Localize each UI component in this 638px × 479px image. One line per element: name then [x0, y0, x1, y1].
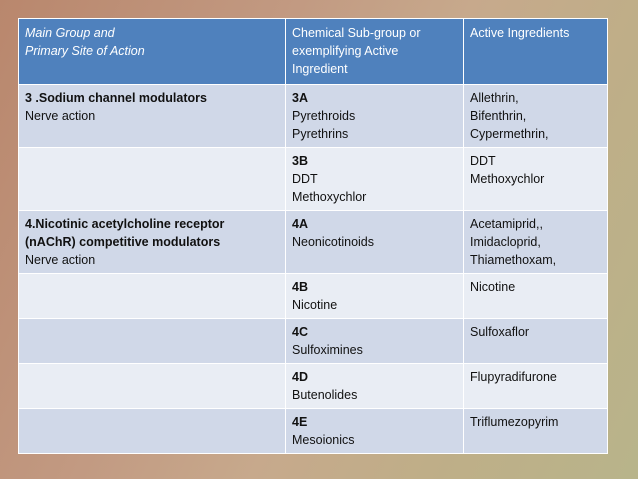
table-row	[19, 148, 608, 211]
sub-group-code: 4C	[292, 325, 308, 339]
sub-group-cell	[286, 364, 464, 409]
active-ingredient: Cypermethrin,	[470, 127, 549, 141]
sub-group-line: Pyrethroids	[292, 109, 356, 123]
active-ingredients-cell	[464, 364, 608, 409]
active-ingredients-cell	[464, 148, 608, 211]
table-row	[19, 364, 608, 409]
main-group-line: Nerve action	[25, 253, 96, 267]
table-row	[19, 319, 608, 364]
main-group-line: Nerve action	[25, 109, 96, 123]
sub-group-code: 4B	[292, 280, 308, 294]
main-group-cell	[19, 85, 286, 148]
active-ingredient: Sulfoxaflor	[470, 325, 530, 339]
sub-group-line: Neonicotinoids	[292, 235, 374, 249]
sub-group-cell	[286, 319, 464, 364]
active-ingredients-cell	[464, 409, 608, 454]
header-main-group: Main Group and Primary Site of Action	[19, 19, 286, 85]
main-group-line: 4.Nicotinic acetylcholine receptor	[25, 217, 225, 231]
active-ingredients-cell	[464, 211, 608, 274]
active-ingredient: Nicotine	[470, 280, 516, 294]
active-ingredient: Bifenthrin,	[470, 109, 527, 123]
header-sub-group: Chemical Sub-group or exemplifying Active Ingredient	[286, 19, 464, 85]
active-ingredient: DDT	[470, 154, 496, 168]
table-row	[19, 409, 608, 454]
sub-group-line: Pyrethrins	[292, 127, 349, 141]
sub-group-cell	[286, 409, 464, 454]
main-group-cell	[19, 364, 286, 409]
table-header-row	[19, 19, 608, 85]
active-ingredient: Methoxychlor	[470, 172, 545, 186]
sub-group-line: DDT	[292, 172, 318, 186]
active-ingredient: Flupyradifurone	[470, 370, 557, 384]
sub-group-cell	[286, 148, 464, 211]
active-ingredient: Triflumezopyrim	[470, 415, 559, 429]
sub-group-line: Butenolides	[292, 388, 358, 402]
table-row	[19, 211, 608, 274]
sub-group-code: 3B	[292, 154, 308, 168]
main-group-cell	[19, 409, 286, 454]
table-row	[19, 85, 608, 148]
sub-group-code: 4D	[292, 370, 308, 384]
sub-group-cell	[286, 211, 464, 274]
sub-group-cell	[286, 274, 464, 319]
active-ingredients-cell	[464, 274, 608, 319]
sub-group-code: 4E	[292, 415, 308, 429]
main-group-cell	[19, 319, 286, 364]
sub-group-line: Sulfoximines	[292, 343, 363, 357]
active-ingredient: Allethrin,	[470, 91, 519, 105]
table-body	[19, 85, 608, 454]
active-ingredient: Acetamiprid,,	[470, 217, 543, 231]
table-row	[19, 274, 608, 319]
sub-group-code: 3A	[292, 91, 308, 105]
main-group-cell	[19, 274, 286, 319]
active-ingredients-cell	[464, 85, 608, 148]
insecticide-moa-table	[18, 18, 608, 454]
main-group-line: (nAChR) competitive modulators	[25, 235, 221, 249]
active-ingredients-cell	[464, 319, 608, 364]
active-ingredient: Thiamethoxam,	[470, 253, 557, 267]
active-ingredient: Imidacloprid,	[470, 235, 541, 249]
sub-group-cell	[286, 85, 464, 148]
sub-group-line: Methoxychlor	[292, 190, 367, 204]
sub-group-code: 4A	[292, 217, 308, 231]
main-group-cell	[19, 211, 286, 274]
main-group-cell	[19, 148, 286, 211]
sub-group-line: Nicotine	[292, 298, 338, 312]
header-active-ingredients: Active Ingredients	[464, 19, 608, 85]
main-group-line: 3 .Sodium channel modulators	[25, 91, 207, 105]
sub-group-line: Mesoionics	[292, 433, 355, 447]
